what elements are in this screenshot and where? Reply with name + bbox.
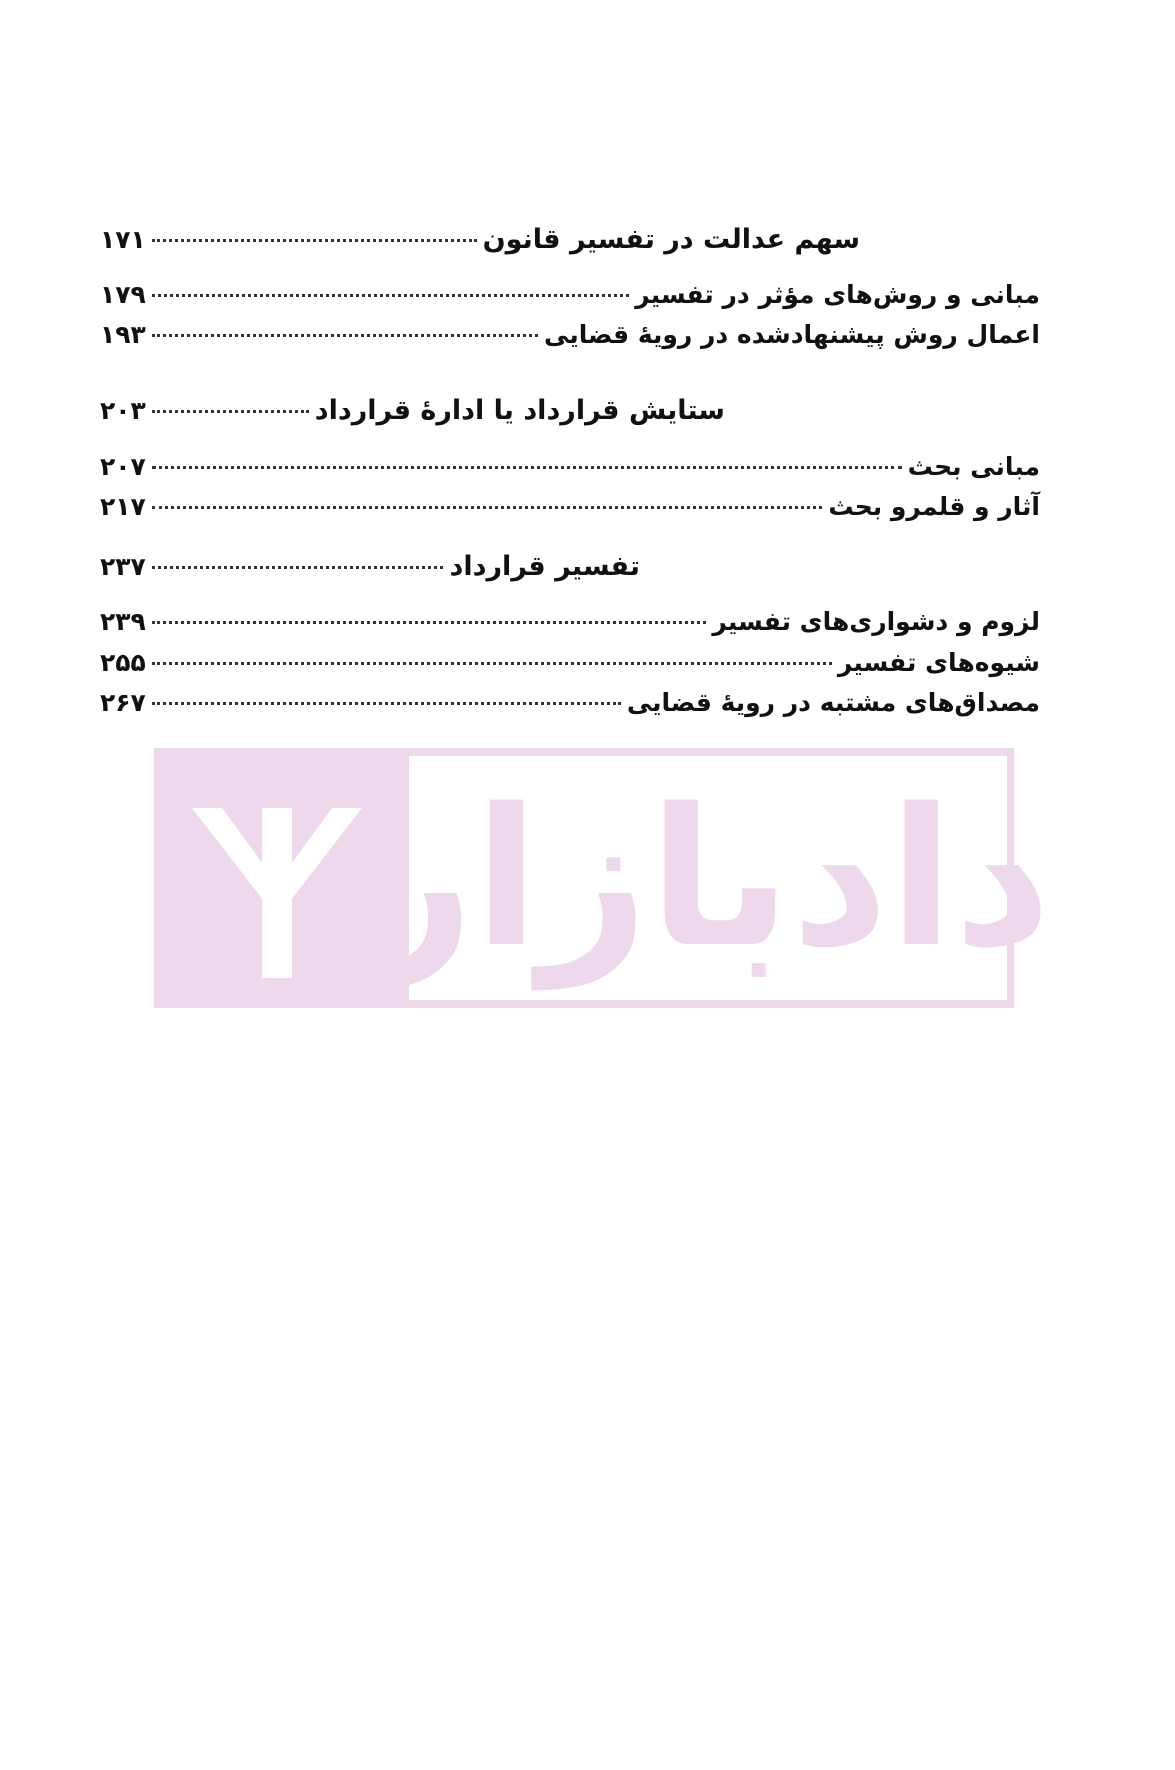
toc-chapter (100, 551, 1040, 591)
toc-entry-page: ۲۰۳ (100, 396, 146, 425)
leader-dots (152, 292, 629, 297)
toc-entry-title: مبانی و روش‌های مؤثر در تفسیر (635, 280, 1040, 309)
toc-entry-page: ۲۶۷ (100, 688, 146, 717)
toc-section (100, 688, 1040, 728)
toc-entry-title: لزوم و دشواری‌های تفسیر (712, 607, 1040, 636)
watermark-text-box (364, 756, 1052, 1000)
tree-logo-icon (182, 788, 372, 978)
leader-dots (152, 700, 621, 705)
leader-dots (152, 504, 823, 509)
toc-entry-page: ۱۹۳ (100, 320, 146, 349)
leader-dots (152, 332, 538, 337)
leader-dots (152, 660, 832, 665)
toc-section (100, 648, 1040, 688)
toc-entry-title: مصداق‌های مشتبه در رویهٔ قضایی (626, 688, 1040, 717)
toc-chapter (100, 224, 1040, 264)
toc-section (100, 280, 1040, 320)
toc-entry-page: ۲۰۷ (100, 452, 146, 481)
leader-dots (152, 619, 707, 624)
leader-dots (152, 564, 444, 569)
toc-chapter (100, 395, 1040, 435)
leader-dots (152, 464, 902, 469)
toc-entry-page: ۱۷۱ (100, 225, 146, 254)
toc-entry-title: شیوه‌های تفسیر (837, 648, 1040, 677)
toc-entry-title: اعمال روش پیشنهادشده در رویهٔ قضایی (544, 320, 1040, 349)
watermark (154, 748, 1052, 1008)
toc-entry-title: آثار و قلمرو بحث (828, 492, 1040, 521)
toc-section (100, 452, 1040, 492)
toc-entry-title: مبانی بحث (907, 452, 1040, 481)
toc-section (100, 320, 1040, 360)
toc-entry-page: ۲۱۷ (100, 492, 146, 521)
toc-entry-page: ۱۷۹ (100, 280, 146, 309)
leader-dots (152, 237, 477, 242)
toc-section (100, 607, 1040, 647)
watermark-text: دادبازار (364, 767, 1052, 989)
toc-entry-title: تفسیر قرارداد (449, 551, 640, 582)
toc-section (100, 492, 1040, 532)
toc-entry-title: ستایش قرارداد یا ادارهٔ قرارداد (314, 395, 725, 426)
toc-entry-title: سهم عدالت در تفسیر قانون (482, 224, 860, 255)
leader-dots (152, 408, 309, 413)
toc-entry-page: ۲۳۷ (100, 552, 146, 581)
toc-entry-page: ۲۵۵ (100, 648, 146, 677)
toc-entry-page: ۲۳۹ (100, 607, 146, 636)
